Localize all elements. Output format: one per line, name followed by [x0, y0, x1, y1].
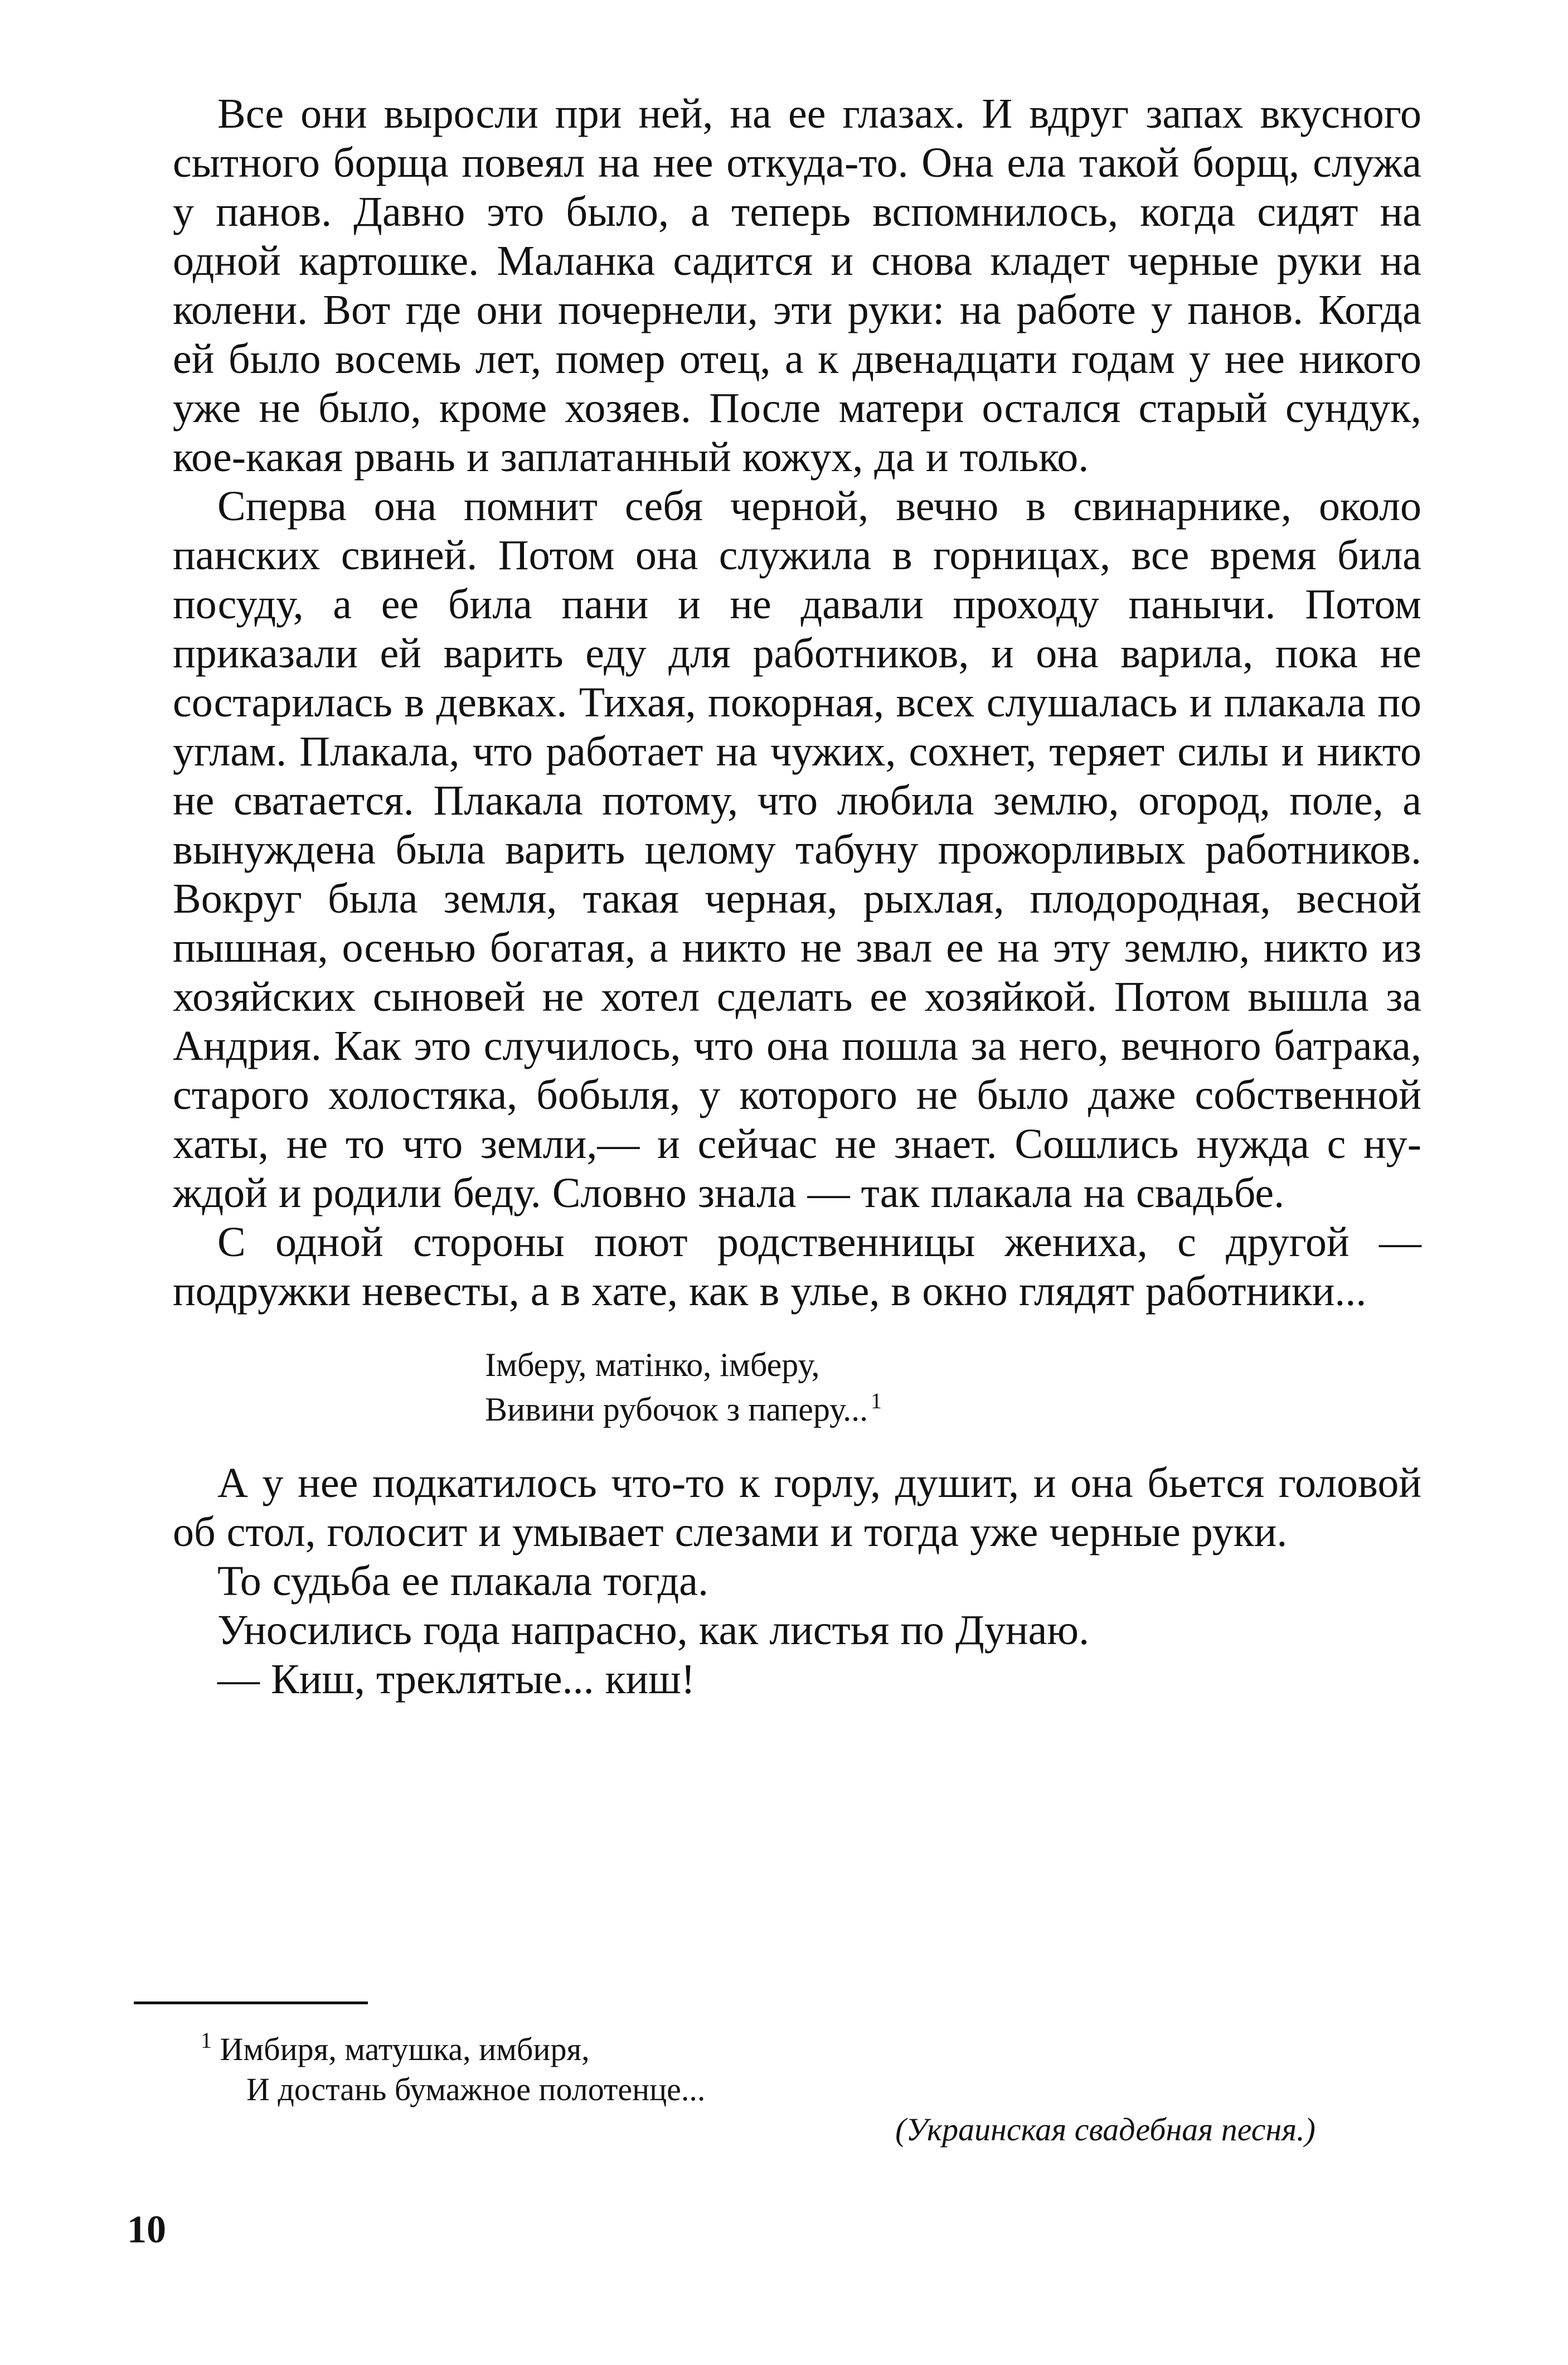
paragraph-4: А у нее подкатилось что-то к горлу, душит, и она бьется головой об стол, голосит и умывает слезами и тогда уже черные руки.: [173, 1460, 1421, 1555]
footnote-reference: 1: [871, 1388, 882, 1413]
main-text: [173, 89, 1421, 1704]
paragraph-3: С одной стороны поют родственницы жениха, с другой — подружки невесты, а в хате, как в улье, в окно глядят работники...: [173, 1219, 1421, 1315]
paragraph-5: То судьба ее плакала тогда.: [217, 1558, 709, 1605]
song-verse: [485, 1343, 1421, 1432]
paragraph-1: Все они выросли при ней, на ее глазах. И вдруг запах вкусного сытного борща повеял на нее откуда-то. Она ела такой борщ, служа у панов. Давно это было, а теперь вспомнилось, когда сидят на одной картошке. Маланка садится и снова кладет черные руки на колени. Вот где они почернели, эти руки: на работе у панов. Когда ей было восемь лет, помер отец, а к двенадцати годам у нее никого уже не было, кроме хозяев. После матери остался старый сундук, кое-какая рвань и заплатанный кожух, да и только.: [173, 90, 1421, 481]
footnote: [201, 2029, 1315, 2150]
page-number: 10: [127, 2208, 166, 2251]
footnote-line-2: И достань бумажное полотенце...: [246, 2071, 706, 2107]
verse-line-2-text: Вивини рубочок з паперу...: [485, 1391, 868, 1428]
paragraph-7: — Киш, треклятые... киш!: [217, 1656, 695, 1703]
paragraph-6: Уносились года напрасно, как листья по Дунаю.: [217, 1607, 1090, 1654]
footnote-divider: [134, 2001, 368, 2004]
paragraph-2: Сперва она помнит себя черной, вечно в свинарнике, около панских свиней. Потом она служила в горницах, все время била посуду, а ее била пани и не давали проходу панычи. Потом приказали ей варить еду для работников, и она варила, пока не состарилась в девках. Тихая, покорная, всех слушалась и плакала по углам. Плакала, что работает на чужих, сохнет, теряет силы и никто не сватается. Плакала потому, что любила землю, огород, поле, а вынуждена была варить целому табуну прожорливых работников. Вокруг была земля, такая черная, рыхлая, плодородная, весной пышная, осенью богатая, а никто не звал ее на эту землю, никто из хозяйских сыновей не хотел сделать ее хозяйкой. Потом вышла за Андрия. Как это случилось, что она пошла за него, вечного батрака, старого холостяка, бобыля, у которого не было даже собственной хаты, не то что земли,— и сейчас не знает. Сошлись нужда с нуждой и родили беду. Словно знала — так плакала на свадьбе.: [173, 483, 1421, 1217]
verse-line-1: Імберу, матінко, імберу,: [485, 1346, 820, 1383]
footnote-mark: 1: [201, 2028, 212, 2053]
footnote-source: (Украинская свадебная песня.): [895, 2111, 1315, 2148]
footnote-line-1-text: Имбиря, матушка, имбиря,: [220, 2031, 590, 2067]
verse-line-2: [485, 1387, 1421, 1432]
footnote-line-1: [201, 2029, 1315, 2070]
